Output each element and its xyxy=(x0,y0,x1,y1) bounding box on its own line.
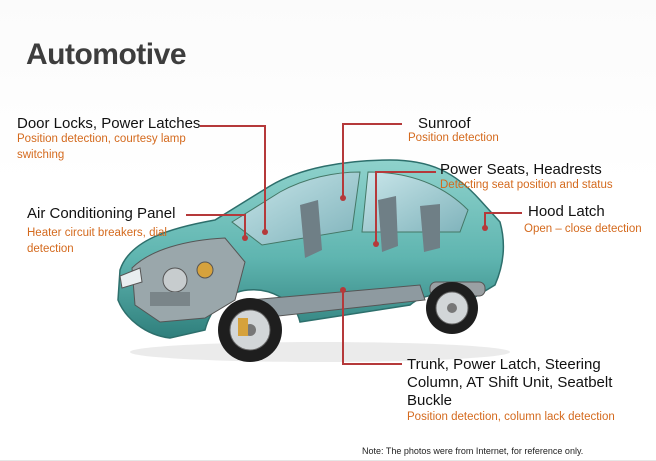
detail-trunk: Position detection, column lack detection xyxy=(407,411,615,423)
page-title: Automotive xyxy=(26,38,186,71)
label-power-seats: Power Seats, Headrests xyxy=(440,161,602,178)
detail-sunroof: Position detection xyxy=(408,132,499,144)
footnote: Note: The photos were from Internet, for reference only. xyxy=(362,446,584,456)
label-sunroof: Sunroof xyxy=(418,115,471,132)
detail-door-locks: Position detection, courtesy lamp switching xyxy=(17,133,186,161)
label-air-conditioning: Air Conditioning Panel xyxy=(27,205,176,222)
label-door-locks: Door Locks, Power Latches xyxy=(17,115,201,132)
rear-wheel xyxy=(426,282,478,334)
label-trunk: Trunk, Power Latch, Steering Column, AT Shift Unit, Seatbelt Buckle xyxy=(407,356,613,409)
front-wheel xyxy=(218,298,282,362)
detail-hood-latch: Open – close detection xyxy=(524,223,642,235)
label-hood-latch: Hood Latch xyxy=(528,203,605,220)
detail-power-seats: Detecting seat position and status xyxy=(440,179,613,191)
detail-air-conditioning: Heater circuit breakers, dial detection xyxy=(27,227,167,255)
